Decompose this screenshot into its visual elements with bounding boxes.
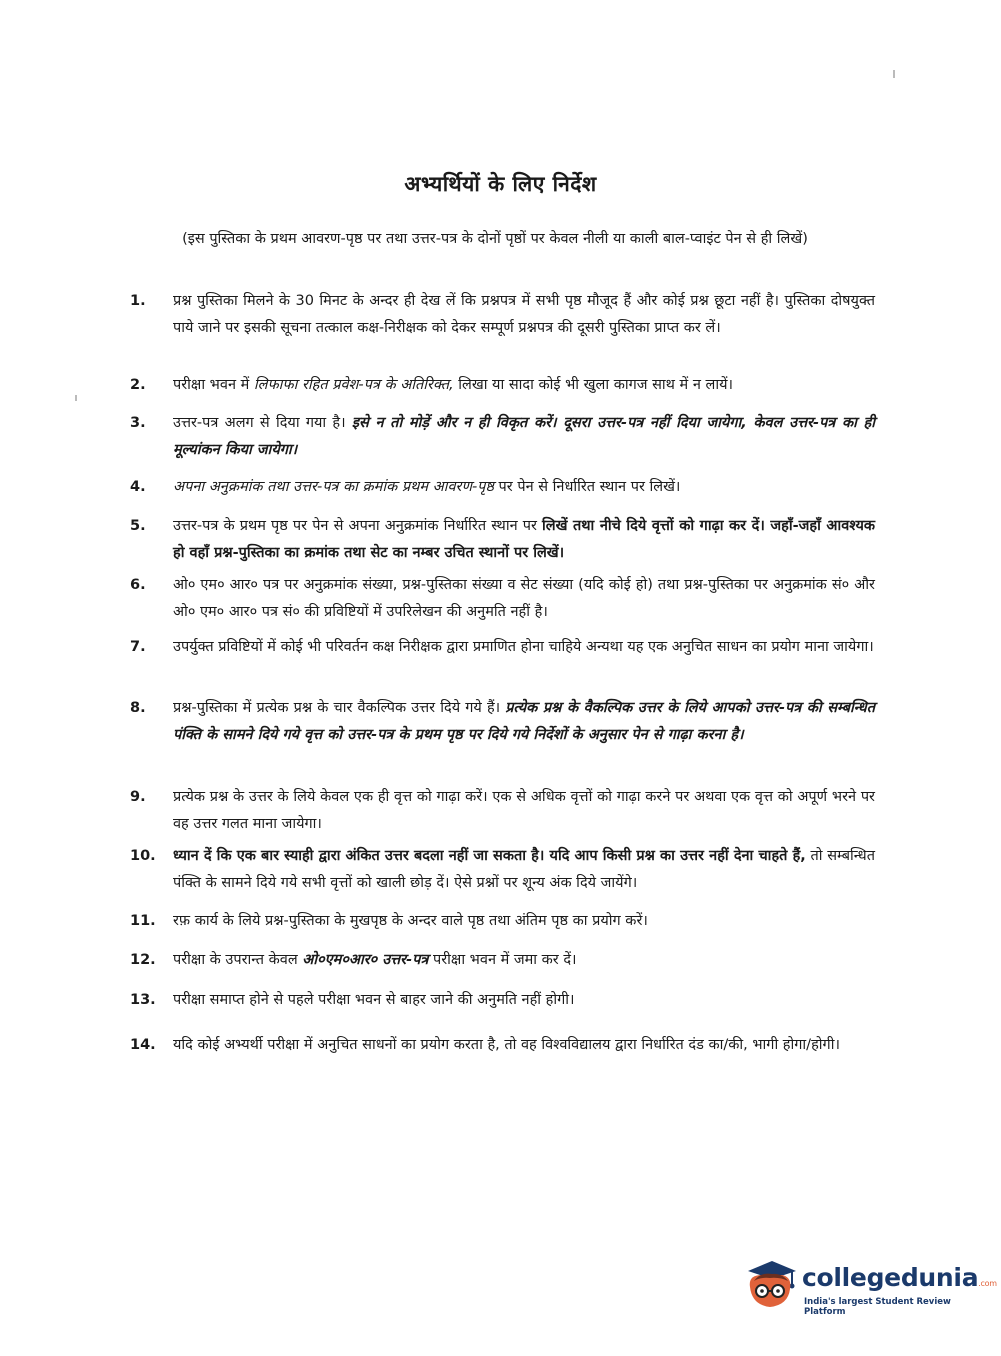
- item-number: 14.: [130, 1037, 156, 1053]
- item-text: प्रश्न-पुस्तिका में प्रत्येक प्रश्न के चार वैकल्पिक उत्तर दिये गये हैं। प्रत्येक प्रश्न के वैकल्पिक उत्तर के लिये आपको उत्तर-पत्र की सम्बन्धित पंक्ति के सामने दिये गये वृत्त को उत्तर-पत्र के प्रथम पृष्ठ पर दिये गये निर्देशों के अनुसार पेन से गाढ़ा करना है।: [173, 700, 875, 743]
- item-number: 7.: [130, 639, 146, 655]
- instruction-item: [130, 572, 875, 626]
- mascot-icon: [742, 1257, 798, 1313]
- item-number: 4.: [130, 479, 146, 495]
- scan-mark: [893, 70, 895, 78]
- instruction-item: [130, 372, 875, 399]
- instruction-item: [130, 987, 875, 1014]
- item-text: ध्यान दें कि एक बार स्याही द्वारा अंकित उत्तर बदला नहीं जा सकता है। यदि आप किसी प्रश्न का उत्तर नहीं देना चाहते हैं, तो सम्बन्धित पंक्ति के सामने दिये गये सभी वृत्तों को खाली छोड़ दें। ऐसे प्रश्नों पर शून्य अंक दिये जायेंगे।: [173, 848, 875, 891]
- item-number: 6.: [130, 577, 146, 593]
- instruction-item: [130, 843, 875, 897]
- logo-suffix: .com: [978, 1279, 997, 1288]
- item-number: 5.: [130, 518, 146, 534]
- item-number: 12.: [130, 952, 156, 968]
- instruction-item: [130, 947, 875, 974]
- instruction-item: [130, 410, 875, 464]
- logo-wordmark: collegedunia: [802, 1263, 979, 1292]
- page-subtitle: (इस पुस्तिका के प्रथम आवरण-पृष्ठ पर तथा उत्तर-पत्र के दोनों पृष्ठों पर केवल नीली या काली बाल-प्वाइंट पेन से ही लिखें): [182, 231, 808, 247]
- item-number: 2.: [130, 377, 146, 393]
- item-number: 8.: [130, 700, 146, 716]
- item-text: प्रत्येक प्रश्न के उत्तर के लिये केवल एक ही वृत्त को गाढ़ा करें। एक से अधिक वृत्तों को गाढ़ा करने पर अथवा एक वृत्त को अपूर्ण भरने पर वह उत्तर गलत माना जायेगा।: [173, 789, 875, 832]
- item-text: उत्तर-पत्र अलग से दिया गया है। इसे न तो मोड़ें और न ही विकृत करें। दूसरा उत्तर-पत्र नहीं दिया जायेगा, केवल उत्तर-पत्र का ही मूल्यांकन किया जायेगा।: [173, 415, 875, 458]
- item-number: 1.: [130, 293, 146, 309]
- item-text: उत्तर-पत्र के प्रथम पृष्ठ पर पेन से अपना अनुक्रमांक निर्धारित स्थान पर लिखें तथा नीचे दिये वृत्तों को गाढ़ा कर दें। जहाँ-जहाँ आवश्यक हो वहाँ प्रश्न-पुस्तिका का क्रमांक तथा सेट का नम्बर उचित स्थानों पर लिखें।: [173, 518, 875, 561]
- item-number: 3.: [130, 415, 146, 431]
- item-text: यदि कोई अभ्यर्थी परीक्षा में अनुचित साधनों का प्रयोग करता है, तो वह विश्वविद्यालय द्वारा निर्धारित दंड का/की, भागी होगा/होगी।: [173, 1037, 840, 1053]
- instruction-item: [130, 513, 875, 567]
- instruction-item: [130, 1032, 875, 1059]
- item-number: 10.: [130, 848, 156, 864]
- item-text: अपना अनुक्रमांक तथा उत्तर-पत्र का क्रमांक प्रथम आवरण-पृष्ठ पर पेन से निर्धारित स्थान पर लिखें।: [173, 479, 681, 495]
- item-text: परीक्षा के उपरान्त केवल ओ०एम०आर० उत्तर-पत्र परीक्षा भवन में जमा कर दें।: [173, 952, 577, 968]
- instruction-item: [130, 288, 875, 342]
- item-text: रफ़ कार्य के लिये प्रश्न-पुस्तिका के मुखपृष्ठ के अन्दर वाले पृष्ठ तथा अंतिम पृष्ठ का प्रयोग करें।: [173, 913, 648, 929]
- instruction-item: [130, 634, 875, 661]
- item-text: ओ० एम० आर० पत्र पर अनुक्रमांक संख्या, प्रश्न-पुस्तिका संख्या व सेट संख्या (यदि कोई हो) तथा प्रश्न-पुस्तिका पर अनुक्रमांक सं० और ओ० एम० आर० पत्र सं० की प्रविष्टियों में उपरिलेखन की अनुमति नहीं है।: [173, 577, 875, 620]
- collegedunia-watermark: [742, 1257, 997, 1317]
- instruction-item: [130, 784, 875, 838]
- instruction-item: [130, 908, 875, 935]
- item-text: प्रश्न पुस्तिका मिलने के 30 मिनट के अन्दर ही देख लें कि प्रश्नपत्र में सभी पृष्ठ मौजूद हैं और कोई प्रश्न छूटा नहीं है। पुस्तिका दोषयुक्त पाये जाने पर इसकी सूचना तत्काल कक्ष-निरीक्षक को देकर सम्पूर्ण प्रश्नपत्र की दूसरी पुस्तिका प्राप्त कर लें।: [173, 293, 875, 336]
- item-text: परीक्षा भवन में लिफाफा रहित प्रवेश-पत्र के अतिरिक्त, लिखा या सादा कोई भी खुला कागज साथ में न लायें।: [173, 377, 733, 393]
- item-number: 11.: [130, 913, 156, 929]
- page-title: अभ्यर्थियों के लिए निर्देश: [404, 172, 597, 196]
- item-number: 13.: [130, 992, 156, 1008]
- instruction-item: [130, 474, 875, 501]
- item-text: परीक्षा समाप्त होने से पहले परीक्षा भवन से बाहर जाने की अनुमति नहीं होगी।: [173, 992, 575, 1008]
- instruction-item: [130, 695, 875, 749]
- logo-tagline: India's largest Student Review Platform: [804, 1297, 951, 1317]
- scan-mark: [75, 395, 77, 401]
- item-number: 9.: [130, 789, 146, 805]
- item-text: उपर्युक्त प्रविष्टियों में कोई भी परिवर्तन कक्ष निरीक्षक द्वारा प्रमाणित होना चाहिये अन्यथा यह एक अनुचित साधन का प्रयोग माना जायेगा।: [173, 639, 874, 655]
